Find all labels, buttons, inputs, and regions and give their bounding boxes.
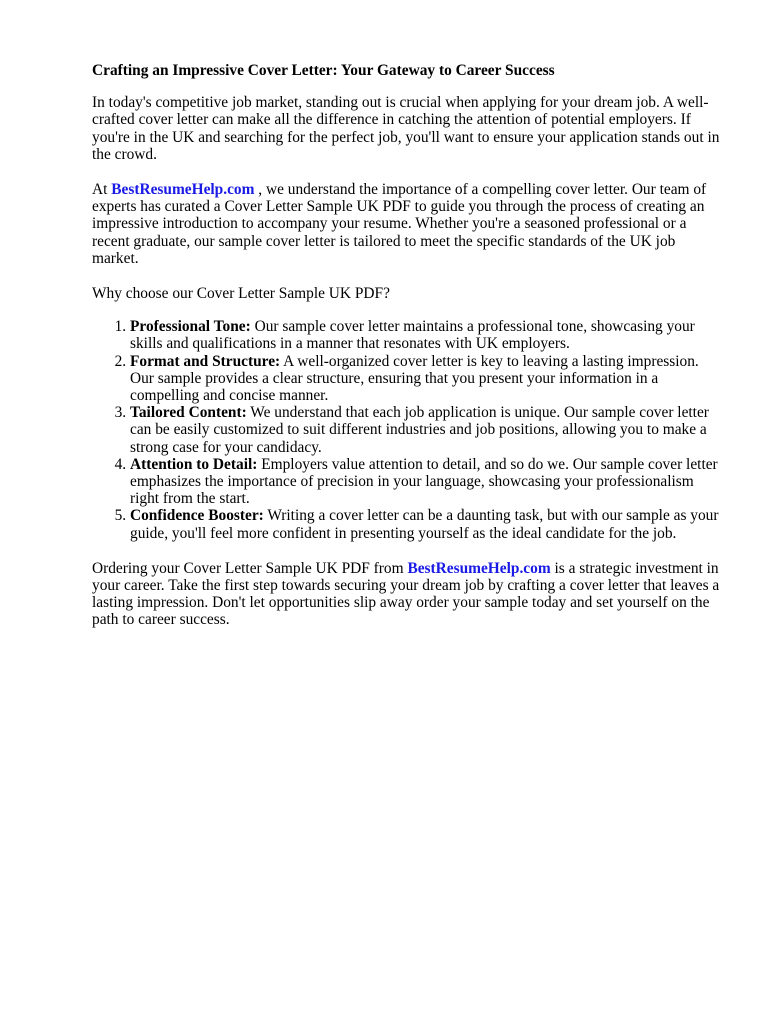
list-item-label: Confidence Booster: bbox=[130, 507, 264, 525]
intro-paragraph: In today's competitive job market, standing out is crucial when applying for your dream job. A well-crafted cover letter can make all the difference in catching the attention of potential employers. If you're in the UK and searching for the perfect job, you'll want to ensure your application stands out in the crowd. bbox=[92, 94, 720, 163]
closing-prefix: Ordering your Cover Letter Sample UK PDF from bbox=[92, 559, 408, 577]
list-item-label: Format and Structure: bbox=[130, 352, 281, 370]
list-item bbox=[130, 456, 724, 508]
list-item-label: Attention to Detail: bbox=[130, 455, 258, 473]
list-item-text: Writing a cover letter can be a daunting task, but with our sample as your guide, you'll feel more confident in presenting yourself as the ideal candidate for the job. bbox=[130, 507, 719, 542]
list-item-label: Professional Tone: bbox=[130, 318, 251, 336]
why-choose-heading: Why choose our Cover Letter Sample UK PDF? bbox=[92, 285, 390, 303]
closing-text: is a strategic investment in your career. Take the first step towards securing your dream job by crafting a cover letter that leaves a lasting impression. Don't let opportunities slip away order your sample today and set yourself on the path to career success. bbox=[92, 559, 720, 629]
about-prefix: At bbox=[92, 181, 112, 199]
list-item-label: Tailored Content: bbox=[130, 404, 247, 422]
about-paragraph bbox=[92, 181, 724, 267]
benefits-list bbox=[92, 318, 724, 542]
list-item-text: A well-organized cover letter is key to leaving a lasting impression. Our sample provides a clear structure, ensuring that you present your information in a compelling and concise manner. bbox=[130, 352, 699, 405]
list-item bbox=[130, 404, 724, 456]
document-title: Crafting an Impressive Cover Letter: Your Gateway to Career Success bbox=[92, 62, 555, 79]
list-item-text: We understand that each job application is unique. Our sample cover letter can be easily customized to suit different industries and job positions, allowing you to make a strong case for your candidacy. bbox=[130, 404, 709, 456]
list-item bbox=[130, 318, 724, 352]
list-item-text: Our sample cover letter maintains a professional tone, showcasing your skills and qualifications in a manner that resonates with UK employers. bbox=[130, 318, 695, 353]
about-text: , we understand the importance of a compelling cover letter. Our team of experts has curated a Cover Letter Sample UK PDF to guide you through the process of creating an impressive introduction to accompany your resume. Whether you're a seasoned professional or a recent graduate, our sample cover letter is tailored to meet the specific standards of the UK job market. bbox=[92, 181, 707, 267]
list-item-text: Employers value attention to detail, and so do we. Our sample cover letter emphasizes the importance of precision in your language, showcasing your professionalism right from the start. bbox=[130, 455, 718, 508]
list-item bbox=[130, 353, 724, 405]
list-item bbox=[130, 507, 724, 541]
closing-paragraph bbox=[92, 560, 724, 629]
bestresumehelp-link-2[interactable]: BestResumeHelp.com bbox=[407, 559, 551, 577]
bestresumehelp-link[interactable]: BestResumeHelp.com bbox=[111, 181, 255, 199]
